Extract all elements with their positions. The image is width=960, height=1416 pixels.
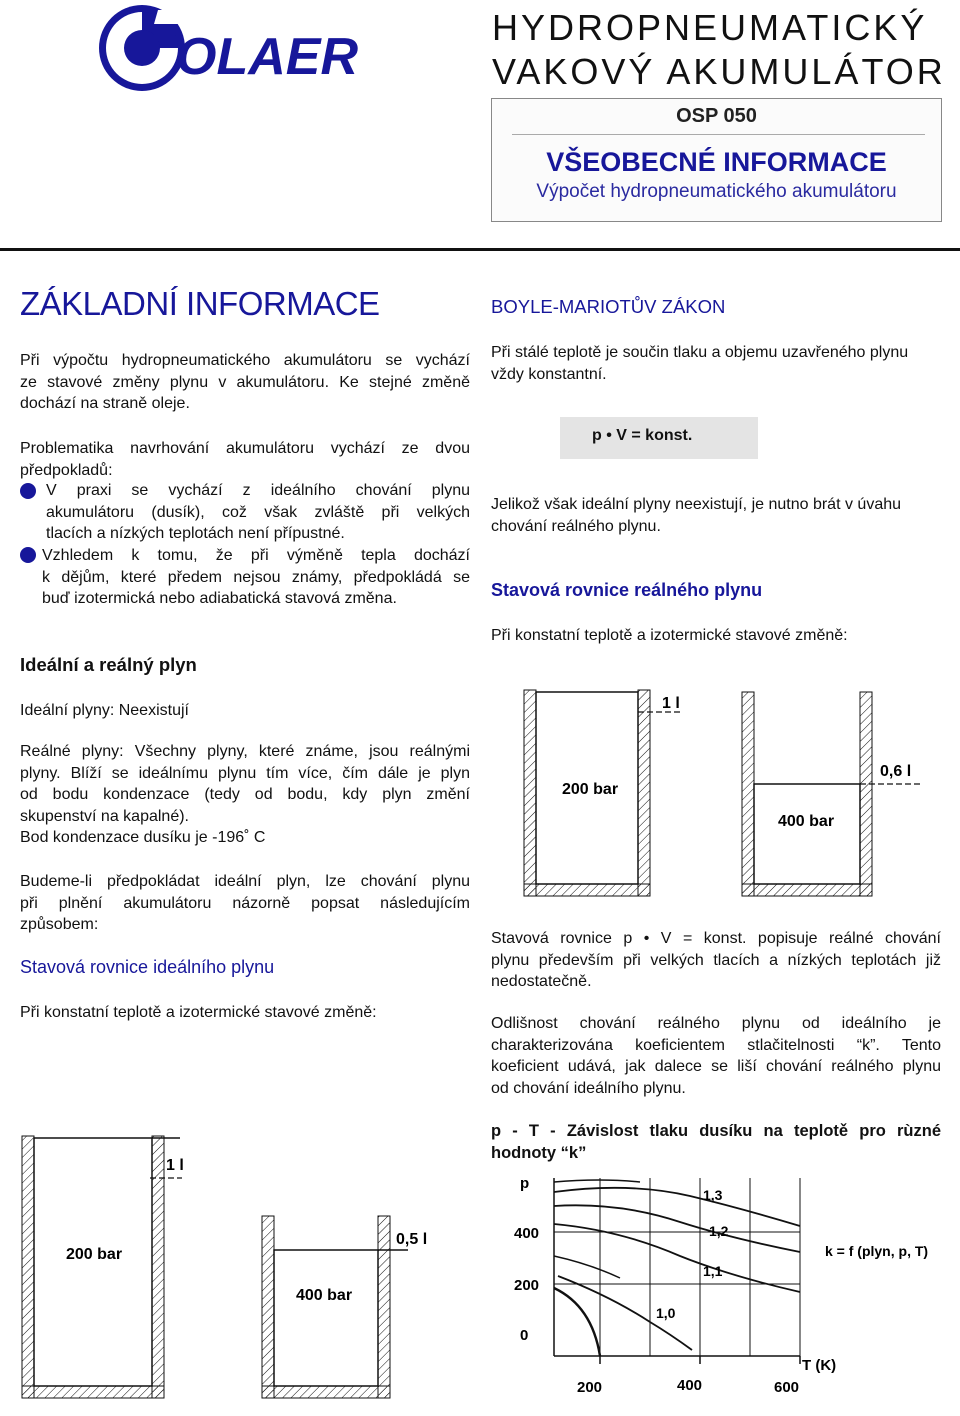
isothermal-text-left: Při konstatní teplotě a izotermické stavové změně: xyxy=(20,1004,377,1021)
real-gases-paragraph xyxy=(20,741,470,849)
ideal-equation-heading: Stavová rovnice ideálního plynu xyxy=(20,957,275,977)
diff-line: od chování ideálního plynu. xyxy=(491,1079,686,1097)
assume-line: Budeme-li předpokládat ideální plyn, lze chování plynu xyxy=(20,873,470,890)
series-curve-2 xyxy=(554,1224,800,1292)
assume-paragraph xyxy=(20,871,470,936)
intro-line: ze stavové změny plynu v akumulátoru. Ke stejné změně xyxy=(20,373,470,391)
document-title xyxy=(492,6,952,94)
bullet-line: buď izotermická nebo adiabatická stavová změna. xyxy=(42,590,397,607)
chart-heading-line: p - T - Závislost tlaku dusíku na teplotě pro rùzné xyxy=(491,1122,941,1140)
intro-line: dochází na straně oleje. xyxy=(20,395,190,412)
chart-heading xyxy=(491,1120,941,1164)
volume-label-2: 0,6 l xyxy=(880,763,912,780)
container-wall xyxy=(638,690,650,896)
real-gas-diagram xyxy=(480,680,960,910)
real-line: Reálné plyny: Všechny plyny, které známe, jsou reálnými xyxy=(20,743,470,760)
container-wall xyxy=(860,692,872,896)
logo-wordmark: OLAER xyxy=(176,28,358,86)
container-wall xyxy=(262,1386,390,1398)
ideal-gases-text: Ideální plyny: Neexistují xyxy=(20,702,189,719)
info-box xyxy=(491,98,942,222)
chart-heading-line: hodnoty “k” xyxy=(491,1144,587,1162)
bullet-icon xyxy=(20,547,36,563)
real-line: Bod kondenzace dusíku je -196˚ C xyxy=(20,829,266,846)
bullet-line: akumulátoru (dusík), což však zvláště při velkých xyxy=(46,503,470,521)
section-title: VŠEOBECNÉ INFORMACE xyxy=(546,147,887,177)
intro-line: Při výpočtu hydropneumatického akumulátoru se vychází xyxy=(20,352,470,369)
main-heading: ZÁKLADNÍ INFORMACE xyxy=(20,285,380,322)
container-wall xyxy=(262,1216,274,1398)
container-wall xyxy=(378,1216,390,1398)
pressure-label-1: 200 bar xyxy=(562,781,619,798)
assume-line: způsobem: xyxy=(20,916,99,933)
note-line: chování reálného plynu. xyxy=(491,517,661,535)
bullet-line: tlacích a nízkých teplotách není přípustné. xyxy=(46,525,345,542)
real-equation-heading: Stavová rovnice reálného plynu xyxy=(491,580,763,600)
x-tick-label: 400 xyxy=(677,1377,703,1394)
bullet-item-2 xyxy=(42,545,470,610)
chart-annotation: k = f (plyn, p, T) xyxy=(825,1243,929,1259)
note-line: Jelikož však ideální plyny neexistují, je nutno brát v úvahu xyxy=(491,496,902,513)
series-label-k10: 1,0 xyxy=(656,1305,676,1321)
law-line: vždy konstantní. xyxy=(491,365,607,383)
gas-volume xyxy=(754,784,860,884)
problem-line: předpokladů: xyxy=(20,461,113,479)
assume-line: při plnění akumulátoru názorně popsat následujícím xyxy=(20,894,470,912)
isothermal-text-right: Při konstatní teplotě a izotermické stavové změně: xyxy=(491,627,848,644)
x-tick-label: 600 xyxy=(774,1379,800,1396)
x-axis-label: T (K) xyxy=(802,1357,837,1374)
header-divider xyxy=(0,248,960,251)
pt-chart xyxy=(480,1168,960,1408)
pressure-label-2: 400 bar xyxy=(778,813,835,830)
law-paragraph xyxy=(491,342,941,385)
law-line: Při stálé teplotě je součin tlaku a objemu uzavřeného plynu xyxy=(491,344,909,361)
y-tick-label: 400 xyxy=(514,1225,540,1242)
volume-label-1: 1 l xyxy=(166,1157,184,1174)
section-subtitle: Výpočet hydropneumatického akumulátoru xyxy=(536,181,897,202)
note-paragraph xyxy=(491,494,941,537)
pressure-label-1: 200 bar xyxy=(66,1246,123,1263)
real-line: od bodu kondenzace (tedy od bodu, kdy plyn změní xyxy=(20,786,470,803)
diff-line: koeficient udává, jak dalece se liší chování reálného plynu xyxy=(491,1058,941,1075)
series-label-k11: 1,1 xyxy=(703,1263,723,1279)
bullet-line: V praxi se vychází z ideálního chování plynu xyxy=(46,482,470,499)
title-line-1: HYDROPNEUMATICKÝ xyxy=(492,7,928,48)
info-divider xyxy=(512,134,925,135)
formula-box xyxy=(560,417,758,459)
pressure-label-2: 400 bar xyxy=(296,1287,353,1304)
ideal-real-heading: Ideální a reálný plyn xyxy=(20,654,197,675)
eq-desc-line: plynu především při velkých tlacích a nízkých teplotách již xyxy=(491,951,941,969)
x-tick-label: 200 xyxy=(577,1379,603,1396)
ideal-gas-diagram xyxy=(0,1120,480,1410)
y-axis-label: p xyxy=(520,1175,530,1192)
equation-desc-paragraph xyxy=(491,928,941,993)
container-wall xyxy=(524,690,536,896)
real-line: skupenství na kapalné). xyxy=(20,807,189,825)
eq-desc-line: Stavová rovnice p • V = konst. popisuje reálné chování xyxy=(491,930,941,947)
problem-line: Problematika navrhování akumulátoru vychází ze dvou xyxy=(20,440,470,457)
formula: p • V = konst. xyxy=(592,427,693,444)
boyle-heading: BOYLE-MARIOTŮV ZÁKON xyxy=(491,296,726,317)
gas-volume xyxy=(274,1250,378,1386)
container-wall xyxy=(742,692,754,896)
volume-label-1: 1 l xyxy=(662,695,680,712)
y-tick-label: 0 xyxy=(520,1327,529,1344)
volume-label-2: 0,5 l xyxy=(396,1231,428,1248)
diff-line: Odlišnost chování reálného plynu od ideálního je xyxy=(491,1015,941,1032)
intro-paragraph xyxy=(20,350,470,415)
chart-curves xyxy=(554,1180,800,1356)
container-wall xyxy=(22,1136,34,1398)
container-wall xyxy=(742,884,872,896)
real-line: plyny. Blíží se ideálnímu plynu tím více, čím dále je plyn xyxy=(20,764,470,782)
container-wall xyxy=(152,1136,164,1398)
bullet-icon xyxy=(20,483,36,499)
container-wall xyxy=(524,884,650,896)
bullet-line: k dějům, které předem nejsou známy, předpokládá se xyxy=(42,568,470,586)
condensation-curve xyxy=(554,1288,600,1356)
series-label-k13: 1,3 xyxy=(703,1187,723,1203)
middle-curve xyxy=(554,1256,620,1278)
difference-paragraph xyxy=(491,1013,941,1099)
problem-paragraph xyxy=(20,438,470,481)
bullet-item-1 xyxy=(46,480,470,545)
container-wall xyxy=(22,1386,164,1398)
bullet-line: Vzhledem k tomu, že při výměně tepla dochází xyxy=(42,547,470,564)
y-tick-label: 200 xyxy=(514,1277,540,1294)
eq-desc-line: nedostatečně. xyxy=(491,973,592,990)
title-line-2: VAKOVÝ AKUMULÁTOR xyxy=(492,51,946,92)
olaer-logo xyxy=(98,2,388,94)
document-code: OSP 050 xyxy=(676,105,757,127)
upper-curve xyxy=(554,1180,640,1182)
series-label-k12: 1,2 xyxy=(709,1223,729,1239)
diff-line: charakterizována koeficientem stlačitelnosti “k”. Tento xyxy=(491,1036,941,1054)
